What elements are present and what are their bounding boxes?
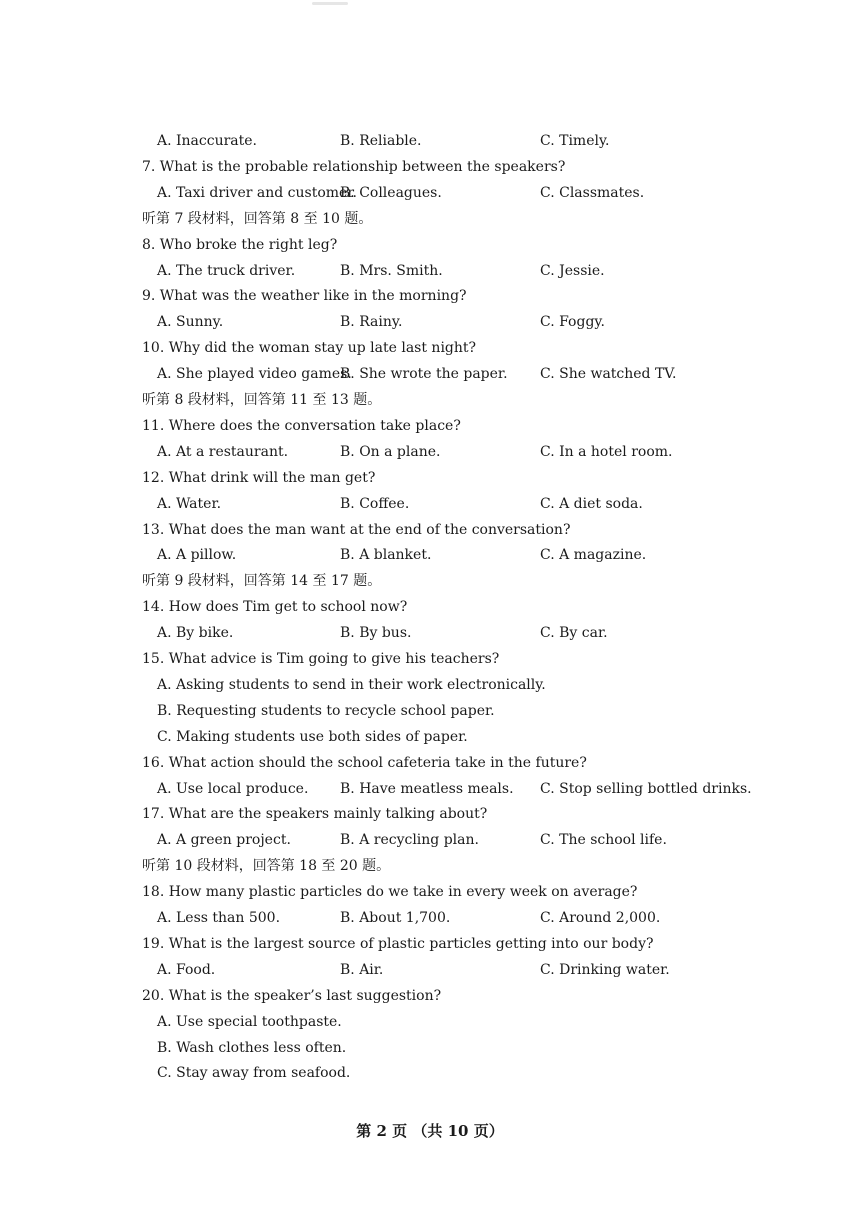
option-c: C. She watched TV.: [540, 366, 677, 382]
option-row: [0, 363, 860, 385]
option-c: C. A magazine.: [540, 547, 647, 563]
option-b: B. About 1,700.: [340, 910, 451, 926]
question-text: 10. Why did the woman stay up late last night?: [142, 340, 477, 356]
option-line: [0, 1011, 860, 1033]
option-row: [0, 441, 860, 463]
option-row: [0, 907, 860, 929]
question-text: 12. What drink will the man get?: [142, 470, 376, 486]
section-instruction: 听第 8 段材料，回答第 11 至 13 题。: [142, 392, 382, 408]
option-a: A. Sunny.: [157, 314, 224, 330]
scan-artifact: [312, 2, 348, 5]
question-text: 15. What advice is Tim going to give his teachers?: [142, 651, 500, 667]
question-text: 17. What are the speakers mainly talking about?: [142, 806, 488, 822]
question-text: 7. What is the probable relationship between the speakers?: [142, 159, 566, 175]
option-a: A. Taxi driver and customer.: [157, 185, 357, 201]
option-row: [0, 311, 860, 333]
page-footer: 第 2 页 （共 10 页）: [356, 1122, 504, 1140]
option-line: [0, 1062, 860, 1084]
question-text: 13. What does the man want at the end of the conversation?: [142, 522, 571, 538]
option-b: B. A blanket.: [340, 547, 432, 563]
option-a: A. Food.: [157, 962, 216, 978]
option-row: [0, 130, 860, 152]
option-b: B. Mrs. Smith.: [340, 263, 443, 279]
option-b: B. A recycling plan.: [340, 832, 479, 848]
question-text: 8. Who broke the right leg?: [142, 237, 338, 253]
section-instruction: 听第 9 段材料，回答第 14 至 17 题。: [142, 573, 382, 589]
option-row: [0, 544, 860, 566]
option-row: [0, 182, 860, 204]
question-text: 14. How does Tim get to school now?: [142, 599, 408, 615]
option-c: C. Foggy.: [540, 314, 605, 330]
option-row: [0, 778, 860, 800]
option-b: B. Reliable.: [340, 133, 422, 149]
option-row: [0, 260, 860, 282]
option-a: A. Use local produce.: [157, 781, 309, 797]
option-b: B. Coffee.: [340, 496, 410, 512]
option-line: [0, 700, 860, 722]
option-c: C. The school life.: [540, 832, 667, 848]
option-text: A. Asking students to send in their work electronically.: [157, 677, 546, 693]
option-b: B. Have meatless meals.: [340, 781, 514, 797]
option-a: A. Inaccurate.: [157, 133, 258, 149]
question-text: 20. What is the speaker’s last suggestion?: [142, 988, 442, 1004]
option-line: [0, 674, 860, 696]
option-row: [0, 622, 860, 644]
option-b: B. Rainy.: [340, 314, 403, 330]
option-text: C. Stay away from seafood.: [157, 1065, 351, 1081]
option-row: [0, 959, 860, 981]
option-b: B. She wrote the paper.: [340, 366, 508, 382]
option-c: C. In a hotel room.: [540, 444, 673, 460]
section-instruction: 听第 7 段材料，回答第 8 至 10 题。: [142, 211, 373, 227]
option-row: [0, 493, 860, 515]
option-line: [0, 726, 860, 748]
question-text: 16. What action should the school cafeteria take in the future?: [142, 755, 587, 771]
option-a: A. At a restaurant.: [157, 444, 289, 460]
option-c: C. Classmates.: [540, 185, 645, 201]
question-text: 9. What was the weather like in the morning?: [142, 288, 467, 304]
option-text: B. Wash clothes less often.: [157, 1040, 347, 1056]
option-row: [0, 829, 860, 851]
option-c: C. Drinking water.: [540, 962, 670, 978]
option-a: A. The truck driver.: [157, 263, 296, 279]
option-a: A. A pillow.: [157, 547, 237, 563]
option-c: C. Around 2,000.: [540, 910, 661, 926]
option-c: C. By car.: [540, 625, 608, 641]
option-c: C. Stop selling bottled drinks.: [540, 781, 752, 797]
option-a: A. A green project.: [157, 832, 291, 848]
question-text: 18. How many plastic particles do we take in every week on average?: [142, 884, 638, 900]
option-a: A. She played video games.: [157, 366, 352, 382]
option-line: [0, 1037, 860, 1059]
option-c: C. Jessie.: [540, 263, 605, 279]
question-text: 11. Where does the conversation take place?: [142, 418, 461, 434]
question-text: 19. What is the largest source of plastic particles getting into our body?: [142, 936, 654, 952]
option-c: C. Timely.: [540, 133, 610, 149]
option-b: B. On a plane.: [340, 444, 441, 460]
option-text: A. Use special toothpaste.: [157, 1014, 342, 1030]
option-b: B. Colleagues.: [340, 185, 442, 201]
option-a: A. Less than 500.: [157, 910, 281, 926]
option-a: A. Water.: [157, 496, 222, 512]
section-instruction: 听第 10 段材料，回答第 18 至 20 题。: [142, 858, 391, 874]
option-a: A. By bike.: [157, 625, 234, 641]
option-b: B. Air.: [340, 962, 384, 978]
option-c: C. A diet soda.: [540, 496, 643, 512]
option-text: C. Making students use both sides of paper.: [157, 729, 468, 745]
option-text: B. Requesting students to recycle school paper.: [157, 703, 495, 719]
option-b: B. By bus.: [340, 625, 412, 641]
